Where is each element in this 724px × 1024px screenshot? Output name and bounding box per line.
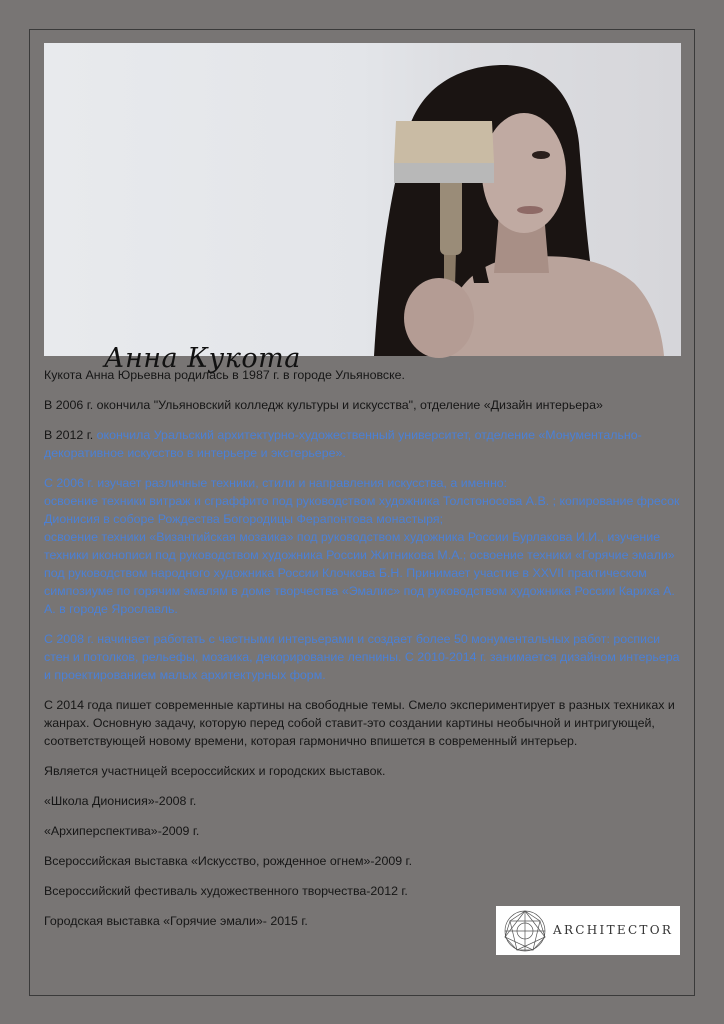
- geometric-star-icon: [503, 909, 547, 953]
- bio-exhibitions-intro: Является участницей всероссийских и городских выставок.: [44, 764, 386, 778]
- bio-birth: Кукота Анна Юрьевна родилась в 1987 г. в городе Ульяновске.: [44, 368, 405, 382]
- bio-paintings: С 2014 года пишет современные картины на свободные темы. Смело экспериментирует в разных техниках и жанрах. Основную задачу, которую перед собой ставит-это создании картины необычной и интригующей, соответствующей новому времени, которая гармонично впишется в современный интерьер.: [44, 698, 675, 748]
- exhibition-item: «Архиперспектива»-2009 г.: [44, 824, 200, 838]
- exhibition-item: Всероссийская выставка «Искусство, рожденное огнем»-2009 г.: [44, 854, 413, 868]
- bio-interiors: С 2008 г. начинает работать с частными интерьерами и создает более 50 монументальных работ: росписи стен и потолков, рельефы, мозаика, декорирование лепнины. С 2010-2014 г. занимается дизайном интерьера и проектированием малых архитектурных форм.: [44, 632, 680, 682]
- exhibition-item: Городская выставка «Горячие эмали»- 2015 г.: [44, 914, 308, 928]
- artist-signature: Анна Кукота: [104, 343, 301, 374]
- artist-portrait-photo: [44, 43, 681, 374]
- bio-university-year: В 2012 г.: [44, 428, 94, 442]
- bio-university-text: окончила Уральский архитектурно-художественный университет, отделение «Монументально-декоративное искусство в интерьере и экстерьере».: [44, 428, 642, 460]
- architector-logo: [496, 906, 680, 955]
- bio-techniques-stained-glass: освоение техники витраж и сграффито под руководством художника Толстоносова А.В. ; копирование фресок Дионисия в соборе Рождества Богородицы Ферапонтова монастыря;: [44, 494, 680, 526]
- bio-techniques-mosaic: освоение техники «Византийская мозаика» под руководством художника России Бурлакова И.И., изучение техники иконописи под руководством художника России Житникова М.А.; освоение техники «Горячие эмали» под руководством народного художника России Клочкова Б.Н. Принимает участие в XXVII практическом симпозиуме по горячим эмалям в доме творчества «Эмалис» под руководством художника России Кариха А. А. в городе Ярославль.: [44, 530, 675, 616]
- logo-text: ARCHITECTOR: [553, 923, 674, 937]
- bio-college: В 2006 г. окончила "Ульяновский колледж культуры и искусства", отделение «Дизайн интерьера»: [44, 398, 603, 412]
- exhibition-item: «Школа Дионисия»-2008 г.: [44, 794, 197, 808]
- bio-techniques-intro: С 2006 г. изучает различные техники, стили и направления искусства, а именно:: [44, 476, 508, 490]
- biography-text: [44, 366, 684, 942]
- bio-techniques: [44, 474, 684, 618]
- exhibition-item: Всероссийский фестиваль художественного творчества-2012 г.: [44, 884, 408, 898]
- bio-university: [44, 426, 684, 462]
